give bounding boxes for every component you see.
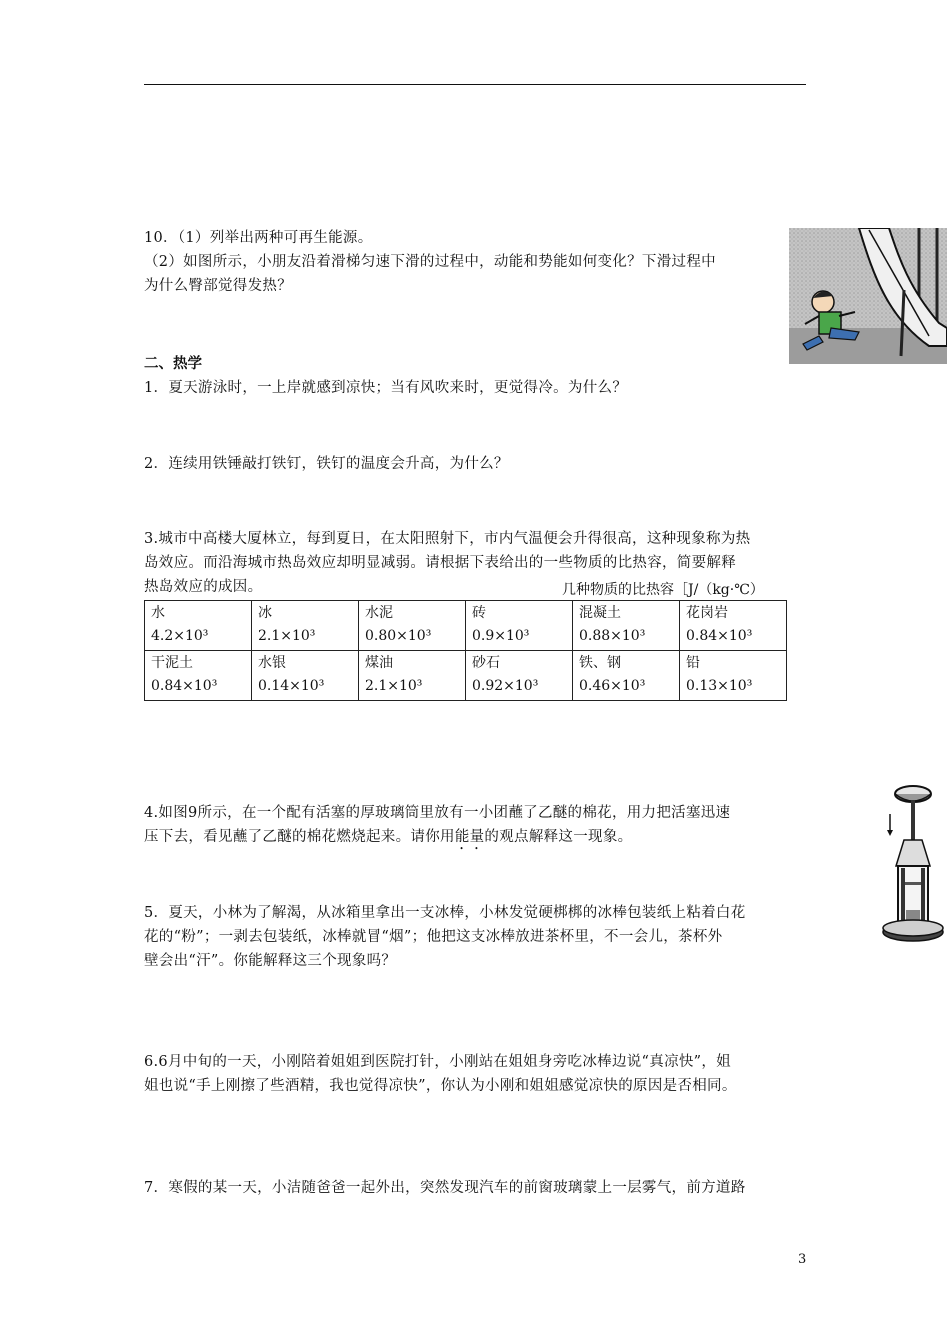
q6-line2: 姐也说“手上刚擦了些酒精，我也觉得凉快”，你认为小刚和姐姐感觉凉快的原因是否相同。 [144, 1078, 737, 1094]
table-cell: 水泥 0.80×10³ [359, 601, 466, 651]
q5-line2: 花的“粉”；一剥去包装纸，冰棒就冒“烟”；他把这支冰棒放进茶杯里，不一会儿，茶杯外 [144, 929, 723, 945]
table-cell: 煤油 2.1×10³ [359, 651, 466, 701]
specific-heat-table [144, 600, 787, 701]
slide-illustration [789, 228, 947, 364]
table-cell: 水银 0.14×10³ [252, 651, 359, 701]
table-cell: 水 4.2×10³ [145, 601, 252, 651]
table-cell: 冰 2.1×10³ [252, 601, 359, 651]
table-cell: 混凝土 0.88×10³ [573, 601, 680, 651]
table-cell: 干泥土 0.84×10³ [145, 651, 252, 701]
question-6 [144, 1050, 794, 1098]
table-cell: 砖 0.9×10³ [466, 601, 573, 651]
q5-line3: 壁会出“汗”。你能解释这三个现象吗？ [144, 953, 397, 969]
q4-line1: 4.如图9所示，在一个配有活塞的厚玻璃筒里放有一小团蘸了乙醚的棉花，用力把活塞迅速 [144, 805, 731, 821]
table-row [145, 601, 787, 651]
question-10 [144, 226, 794, 298]
piston-cylinder-illustration [880, 782, 946, 944]
q6-line1: 6.6月中旬的一天，小刚陪着姐姐到医院打针，小刚站在姐姐身旁吃冰棒边说“真凉快”，姐 [144, 1054, 731, 1070]
question-7 [144, 1176, 794, 1200]
section-heading-thermal: 二、热学 [144, 355, 202, 372]
q5-line1: 5．夏天，小林为了解渴，从冰箱里拿出一支冰棒，小林发觉硬梆梆的冰棒包装纸上粘着白花 [144, 905, 746, 921]
q10-line3: 为什么臀部觉得发热？ [144, 278, 292, 294]
q4-line2: 压下去，看见蘸了乙醚的棉花燃烧起来。请你用能量的观点解释这一现象。 [144, 829, 633, 845]
q3-line3: 热岛效应的成因。 [144, 579, 263, 595]
table-cell: 砂石 0.92×10³ [466, 651, 573, 701]
q1-line1: 1．夏天游泳时，一上岸就感到凉快；当有风吹来时，更觉得冷。为什么？ [144, 380, 628, 396]
table-cell: 铁、钢 0.46×10³ [573, 651, 680, 701]
table-row [145, 651, 787, 701]
question-5 [144, 901, 794, 973]
q3-line2: 岛效应。而沿海城市热岛效应却明显减弱。请根据下表给出的一些物质的比热容，简要解释 [144, 555, 736, 571]
q3-line1: 3.城市中高楼大厦林立，每到夏日，在太阳照射下，市内气温便会升得很高，这种现象称为热 [144, 531, 751, 547]
q7-line1: 7．寒假的某一天，小洁随爸爸一起外出，突然发现汽车的前窗玻璃蒙上一层雾气，前方道路 [144, 1180, 746, 1196]
emphasized-word: 能量 [454, 829, 485, 845]
question-1 [144, 376, 794, 400]
q2-line1: 2．连续用铁锤敲打铁钉，铁钉的温度会升高，为什么？ [144, 456, 509, 472]
header-rule [144, 84, 806, 85]
table-caption: 几种物质的比热容［J/（kg·℃） [562, 582, 764, 598]
q10-line1: 10．（1）列举出两种可再生能源。 [144, 230, 373, 246]
question-2 [144, 452, 794, 476]
q10-line2: （2）如图所示，小朋友沿着滑梯匀速下滑的过程中，动能和势能如何变化？下滑过程中 [144, 254, 716, 270]
table-cell: 花岗岩 0.84×10³ [680, 601, 787, 651]
page-number: 3 [798, 1252, 807, 1267]
table-cell: 铅 0.13×10³ [680, 651, 787, 701]
question-4 [144, 801, 794, 853]
